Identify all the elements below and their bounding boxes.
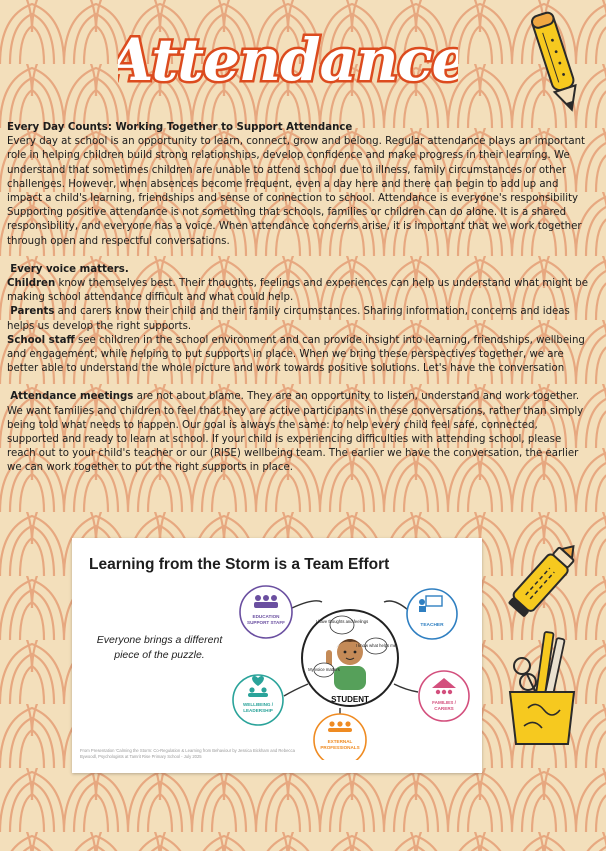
education-label-2: SUPPORT STAFF xyxy=(247,620,285,625)
external-label-1: EXTERNAL xyxy=(327,739,353,744)
children-paragraph: Children know themselves best. Their thoughts, feelings and experiences can help us understand what might be making school attendance difficult and what could help. xyxy=(7,278,588,304)
student-label: STUDENT xyxy=(331,695,369,704)
bubble-text-thoughts: I have thoughts and feelings xyxy=(315,619,369,624)
wellbeing-label-2: LEADERSHIP xyxy=(243,708,273,713)
article-body xyxy=(7,121,592,476)
voice-heading: Every voice matters. xyxy=(10,263,129,275)
team-effort-slide xyxy=(72,538,482,773)
arrow-families xyxy=(394,684,418,692)
parents-paragraph: Parents and carers know their child and their family circumstances. Sharing information, concerns and ideas helps us develop the right supports. xyxy=(7,306,570,332)
page-title-area xyxy=(118,12,458,102)
page-title-graphic xyxy=(118,12,458,102)
slide-title: Learning from the Storm is a Team Effort xyxy=(89,556,390,573)
slide-quote: Everyone brings a different piece of the puzzle. xyxy=(96,634,223,661)
highlighter-icon xyxy=(498,534,590,624)
teacher-label: TEACHER xyxy=(420,623,444,628)
staff-paragraph: School staff see children in the school environment and can provide insight into learning, friendships, wellbeing and engagement, while helping to put supports in place. When we bring these perspectives together, we are better able to understand the whole picture and work towards positive solutions. Let's have the conversation xyxy=(7,334,585,375)
families-label-2: CARERS xyxy=(434,706,454,711)
families-label-1: FAMILIES / xyxy=(432,700,456,705)
pencil-icon xyxy=(522,8,592,120)
education-node xyxy=(240,586,292,638)
wellbeing-label-1: WELLBEING / xyxy=(242,702,274,707)
arrow-wellbeing xyxy=(284,684,308,696)
bubble-text-helps: I know what helps me xyxy=(355,643,397,648)
external-label-2: PROFESSIONALS xyxy=(320,745,360,750)
pencil-cup-icon xyxy=(502,626,590,748)
arrow-teacher xyxy=(384,601,408,610)
intro-heading: Every Day Counts: Working Together to Support Attendance xyxy=(7,122,353,133)
team-diagram xyxy=(222,580,477,760)
education-label-1: EDUCATION xyxy=(252,614,280,619)
page-title: Attendance xyxy=(118,26,458,94)
meetings-paragraph: Attendance meetings are not about blame. They are an opportunity to listen, understand and work together. We want families and children to feel that they are active participants in these conversations, rather than simply being told what needs to happen. Our goal is always the same: to help every child feel safe, connected, supported and ready to learn at school. If your child is experiencing difficulties with attending school, please reach out to your child's teacher or our (RISE) wellbeing team. The earlier we have the conversation, the earlier we can work together to put the right supports in place. xyxy=(7,391,584,474)
external-node xyxy=(314,714,366,760)
arrow-education xyxy=(292,601,322,608)
intro-paragraph: Every day at school is an opportunity to learn, connect, grow and belong. Regular attendance plays an important role in helping children build strong relationships, develop confidence and make progress in their learning. We understand that sometimes children are unable to attend school due to illness, family circumstances or other challenges. However, when absences become frequent, even a day here and there can begin to add up and impact a child's learning, friendships and sense of connection to school. Attendance is everyone's responsibility Supporting positive attendance is not something that schools, families or children can do alone. It is a shared responsibility, and everyone has a voice. When attendance concerns arise, it is important that we work together through open and respectful conversations. xyxy=(7,136,586,247)
slide-credit: From Presentation 'Calming the Storm: Co-Regulation & Learning from Behaviour by Jessica Bickham and Rebecca Bywoodl, Psychologists at Tamrit Rise Primary School - July 2025 xyxy=(80,748,295,759)
bubble-text-voice: My voice matters xyxy=(308,667,340,672)
